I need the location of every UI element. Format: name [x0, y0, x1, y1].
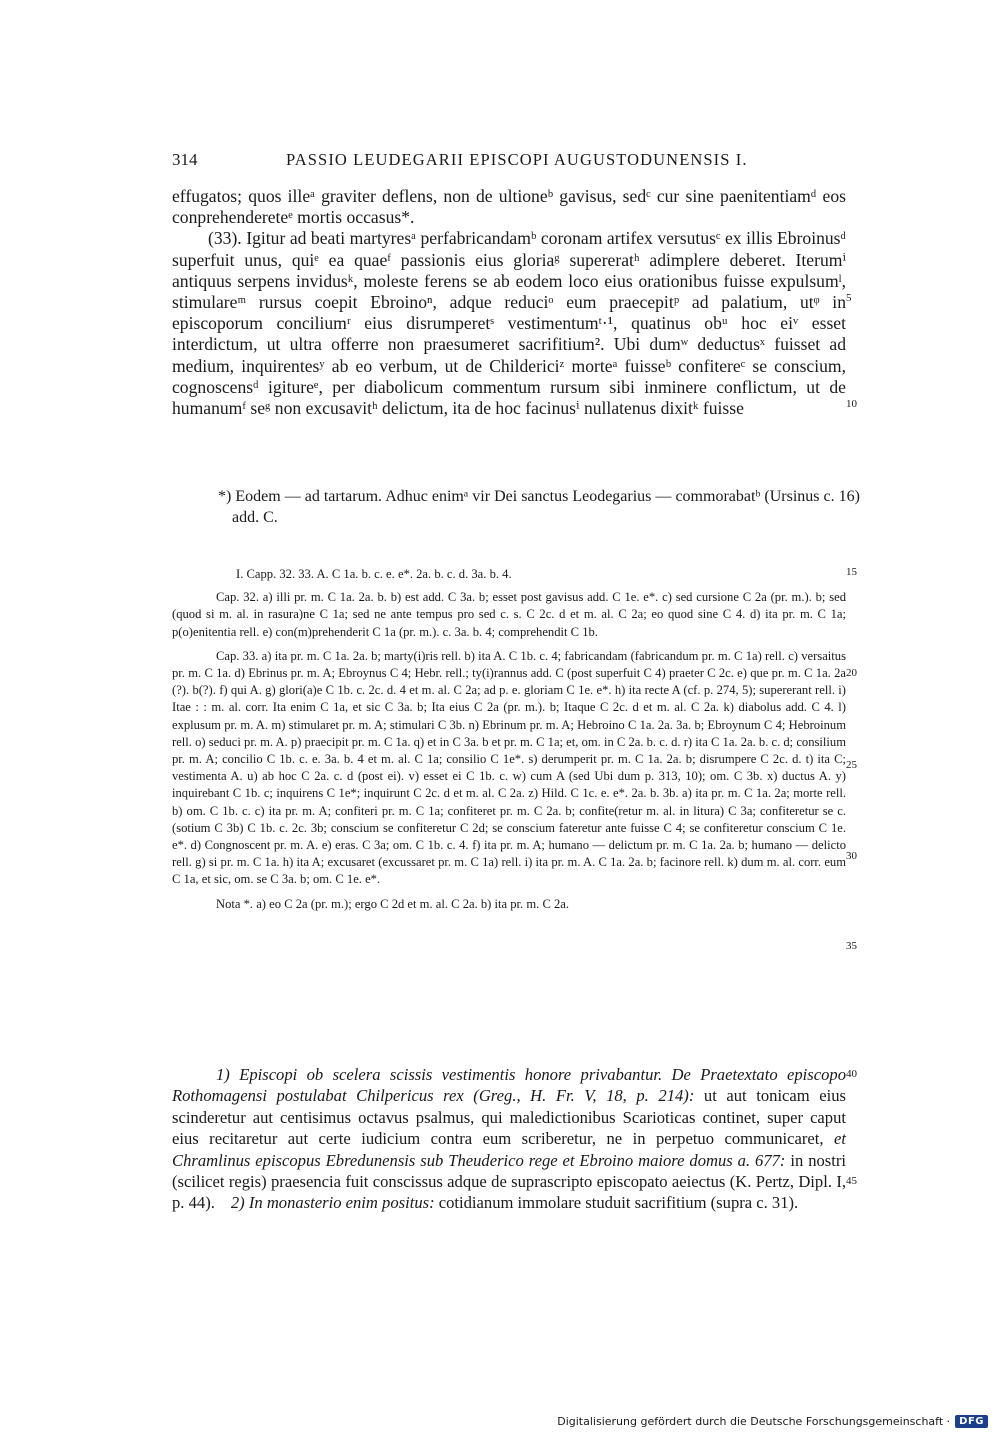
- footnote-1-plain-b: in nostri (scilicet regis) praesencia fuit conscissus adque de suprascripto episcopato aeiectus (K. Pertz, Dipl. I, p. 44).: [172, 1150, 846, 1213]
- line-number: 40: [846, 1068, 857, 1080]
- footnote-text: [172, 1064, 846, 1214]
- star-note: *) Eodem — ad tartarum. Adhuc enimᵃ vir Dei sanctus Leodegarius — commorabatᵇ (Ursinus c. 16) add. C.: [218, 488, 860, 526]
- line-number: 5: [846, 292, 852, 304]
- apparatus-nota: Nota *. a) eo C 2a (pr. m.); ergo C 2d et m. al. C 2a. b) ita pr. m. C 2a.: [216, 896, 570, 911]
- main-paragraph-2: (33). Igitur ad beati martyresᵃ perfabricandamᵇ coronam artifex versutusᶜ ex illis Ebroinusᵈ superfuit unus, quiᵉ ea quaeᶠ passionis eius gloriaᵍ supereratʰ adimplere deberet. Iterumⁱ antiquus serpens invidusᵏ, moleste ferens se ab eodem loco eius orationibus fuisse expulsumˡ, stimulareᵐ rursus coepit Ebroinoⁿ, adque reduciᵒ eum praecepitᵖ ad palatium, utᵠ in episcoporum conciliumʳ eius disrumperetˢ vestimentumᵗ·¹, quatinus obᵘ hoc eiᵛ esset interdictum, ut ultra offerre non praesumeret sacrifitium². Ubi dumʷ deductusˣ fuisset ad medium, inquirentesʸ ab eo verbum, ut de Childericiᶻ morteᵃ fuisseᵇ confitereᶜ se conscium, cognoscensᵈ igitureᵉ, per diabolicum commentum rursum sibi inminere conflictum, ut de humanumᶠ seᵍ non excusavitʰ delictum, ita de hoc facinusⁱ nullatenus dixitᵏ fuisse: [172, 228, 846, 419]
- dfg-logo: DFG: [955, 1415, 988, 1428]
- line-number: 25: [846, 759, 857, 771]
- footnote-2-plain: cotidianum immolare studuit sacrifitium (supra c. 31).: [434, 1193, 799, 1213]
- footer-text: Digitalisierung gefördert durch die Deutsche Forschungsgemeinschaft ·: [557, 1415, 951, 1428]
- apparatus-cap-32: Cap. 32. a) illi pr. m. C 1a. 2a. b. b) est add. C 3a. b; esset post gavisus add. C 1e. e*. c) sed cursione C 2a (pr. m.). b; sed (quod si m. al. in rasura)ne C 1a; sed ne ante tempus pro sed c. s. C 2c. d et m. al. C 2a; eo quod sine C 4. d) ita pr. m. C 1a; p(o)enitentia rell. e) con(m)prehenderit C 1a (pr. m.). c. 3a. b. 4; comprehendit C 1b.: [172, 590, 846, 639]
- footer: [557, 1415, 988, 1428]
- main-text: [172, 186, 846, 419]
- apparatus-head: I. Capp. 32. 33. A. C 1a. b. c. e. e*. 2a. b. c. d. 3a. b. 4.: [236, 567, 512, 581]
- page-number: 314: [172, 150, 198, 169]
- running-title: PASSIO LEUDEGARII EPISCOPI AUGUSTODUNENSIS I.: [286, 150, 748, 169]
- line-number: 30: [846, 850, 857, 862]
- footnote-1-italic-a: 1) Episcopi ob scelera scissis vestimentis honore privabantur. De Praetextato episcopo Rothomagensi postulabat Chilpericus rex (Greg., H. Fr. V, 18, p. 214):: [172, 1065, 846, 1106]
- line-number: 10: [846, 398, 857, 410]
- apparatus-cap-33: Cap. 33. a) ita pr. m. C 1a. 2a. b; marty(i)ris rell. b) ita A. C 1b. c. 4; fabricandam (fabricandum pr. m. C 1a) rell. c) versaitus pr. m. C 1a. d) Ebrinus pr. m. A; Ebroynus C 4; Hebr. rell.; ty(i)rannus add. C (post superfuit C 4) praeter C 2c. e) que pr. m. C 1a. 2a (?). b(?). f) qui A. g) glori(a)e C 1b. c. 2c. d. 4 et m. al. C 2a; ad p. e. gloriam C 1e. e*. h) ita recte A (cf. p. 274, 5); supererant rell. i) Itae : : m. al. corr. Ita enim C 1a, et sic C 3a. b; Ita eius C 2a (pr. m.). b; Itaque C 2c. d et m. al. C 2a. k) diabolus add. C 4. l) explusum pr. m. A. m) stimularet pr. m. A; stimulari C 3b. n) Ebrinum pr. m. A; Hebroino C 1a. 2a. 3a. b; Ebroynum C 4; Hebroinum rell. o) seduci pr. m. A. p) praecipit pr. m. C 1a. q) et in C 3a. b et pr. m. C 1a; et, om. in C 2a. b. c. d. r) ita C 1a. 2a. b. c. d; consilium pr. m. A; concilio C 1b. c. e. 3a. b. 4 et m. al. C 1a; consilio C 1e*. s) derumperit pr. m. C 1a. 2a. b; disrumpere C 2c. d. t) ita C; vestimenta A. u) ab hoc C 2a. c. d (post ei). v) esset ei C 1b. c. w) cum A (sed Ubi dum p. 313, 10); om. C 3b. x) ductus A. y) inquirebant C 1b. c; inquirens C 1e*; inquirunt C 2c. d et m. al. C 2a. z) Hild. C 1c. e. e*. 2a. b. 3b. a) ita pr. m. C 1a. 2a; morte rell. b) om. C 1b. c. c) ita pr. m. A; confiteri pr. m. C 1a; confiteret pr. m. C 2a. b; confite(retur m. al. in litura) C 3a; confiteretur se c. (sotium C 3b) C 1b. c. 2c. 3b; conscium se confiteretur C 2d; se conscium fateretur ante fuisse C 4; se confiteretur conscium C 1e. e*. d) Congnoscent pr. m. A. e) eras. C 3a; om. C 1b. c. 4. f) ita pr. m. A; humano — delictum pr. m. C 1a. 2a. b; humano — delicto rell. g) si pr. m. C 1a. h) ita A; excusaret (excussaret pr. m. C 1a) rell. i) ita pr. m. A. C 1a. 2a. b; facinore rell. k) dum m. al. corr. eum C 1a, et sic, om. se C 3a. b; om. C 1e. e*.: [172, 648, 846, 887]
- footnote-2-italic: 2) In monasterio enim positus:: [230, 1193, 435, 1213]
- footnote-1-plain-a: ut aut tonicam eius scinderetur aut centisimus octavus psalmus, qui maledictionibus Scarioticas continet, super caput eius recitaretur aut certe iudicium contra eum scriberetur, ne in perpetuo communicaret,: [172, 1086, 846, 1149]
- footnotes: [172, 1064, 846, 1214]
- line-number: 15: [846, 566, 857, 578]
- footnote-1-italic-b: et Chramlinus episcopus Ebredunensis sub Theuderico rege et Ebroino maiore domus a. 677:: [172, 1129, 846, 1170]
- main-paragraph-1: effugatos; quos illeᵃ graviter deflens, non de ultioneᵇ gavisus, sedᶜ cur sine paenitentiamᵈ eos conprehendereteᵉ mortis occasus*.: [172, 186, 846, 228]
- critical-apparatus: [172, 566, 846, 920]
- line-number: 20: [846, 667, 857, 679]
- line-number: 45: [846, 1175, 857, 1187]
- line-number: 35: [846, 940, 857, 952]
